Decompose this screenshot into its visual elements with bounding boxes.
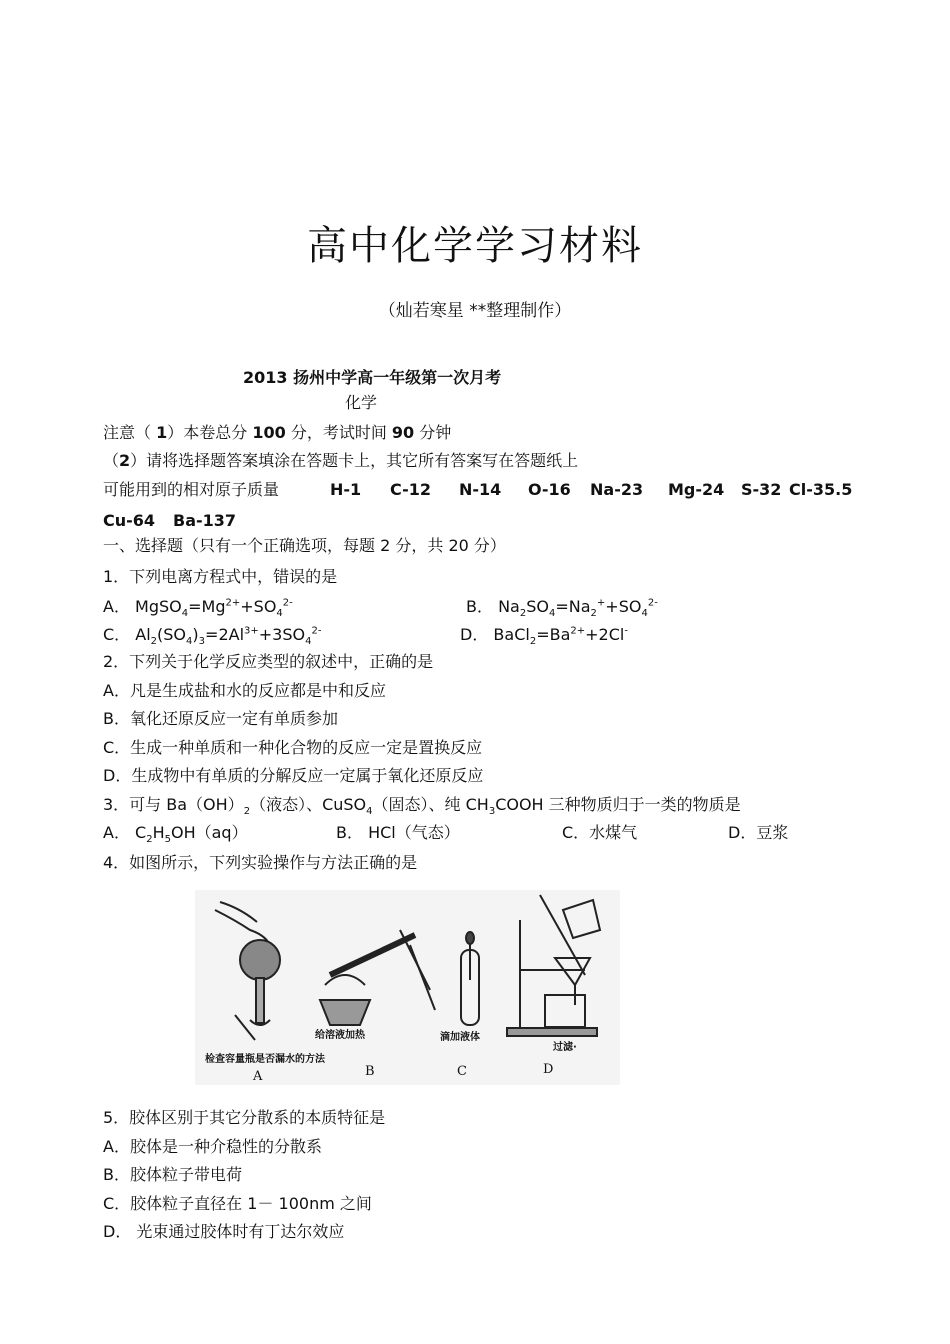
atomic-mass-label: 可能用到的相对原子质量 — [103, 480, 280, 499]
q2-option-b: B．氧化还原反应一定有单质参加 — [103, 709, 338, 728]
q5-option-a: A．胶体是一种介稳性的分散系 — [103, 1137, 322, 1156]
q2-option-a: A．凡是生成盐和水的反应都是中和反应 — [103, 681, 386, 700]
figure-caption-c: 滴加液体 — [440, 1032, 480, 1043]
mass-n: N-14 — [459, 480, 502, 499]
q5-option-c: C．胶体粒子直径在 1－ 100nm 之间 — [103, 1194, 372, 1213]
q1-option-a: A． $MgSO_4=Mg^{2+}+SO_4^{2-}$ — [103, 597, 293, 620]
mass-h: H-1 — [330, 480, 362, 499]
q4-stem: 4．如图所示，下列实验操作与方法正确的是 — [103, 853, 418, 872]
exam-subject: 化学 — [345, 393, 378, 412]
figure-letter-b: B — [365, 1064, 375, 1079]
figure-letter-d: D — [543, 1062, 554, 1077]
q2-stem: 2．下列关于化学反应类型的叙述中，正确的是 — [103, 652, 434, 671]
lab-operations-figure — [195, 890, 620, 1085]
note-2: （2）请将选择题答案填涂在答题卡上，其它所有答案写在答题纸上 — [103, 451, 579, 470]
q1-stem: 1．下列电离方程式中，错误的是 — [103, 567, 338, 586]
figure-caption-a: 检查容量瓶是否漏水的方法 — [205, 1054, 325, 1065]
figure-letter-a: A — [253, 1069, 263, 1084]
q1-option-d: D． $BaCl_2=Ba^{2+}+2Cl^-$ — [460, 625, 628, 648]
q5-option-b: B．胶体粒子带电荷 — [103, 1165, 242, 1184]
q3-option-a: A． $C_2H_5OH(aq)$ — [103, 823, 248, 846]
figure-caption-b: 给溶液加热 — [315, 1030, 365, 1041]
mass-mg: Mg-24 — [668, 480, 725, 499]
mass-o: O-16 — [528, 480, 571, 499]
mass-ba: Ba-137 — [173, 511, 237, 530]
q1-option-b: B． $Na_2SO_4=Na_2^++SO_4^{2-}$ — [466, 597, 658, 620]
q3-option-b: B． HCl（气态） — [336, 823, 460, 842]
mass-s: S-32 — [741, 480, 782, 499]
atomic-mass-list — [0, 480, 950, 540]
q3-stem: 3．可与 $Ba(OH)_2$（液态）、CuSO$_4$（固态）、纯 $CH_3COOH$ 三种物质归于一类的物质是 — [103, 795, 741, 818]
q2-option-c: C．生成一种单质和一种化合物的反应一定是置换反应 — [103, 738, 483, 757]
mass-cl: Cl-35.5 — [789, 480, 853, 499]
mass-na: Na-23 — [590, 480, 644, 499]
figure-caption-d: 过滤· — [553, 1042, 577, 1053]
q3-option-d: D．豆浆 — [728, 823, 789, 842]
note-1: 注意（ 1）本卷总分 100 分，考试时间 90 分钟 — [103, 423, 452, 442]
section-heading: 一、选择题（只有一个正确选项，每题 2 分，共 20 分） — [103, 536, 506, 555]
mass-c: C-12 — [390, 480, 432, 499]
q1-option-c: C． $Al_2(SO_4)_3=2Al^{3+}+3SO_4^{2-}$ — [103, 625, 322, 648]
document-title: 高中化学学习材料 — [307, 223, 643, 269]
exam-heading: 2013 扬州中学高一年级第一次月考 — [243, 368, 502, 387]
document-subtitle: （灿若寒星 **整理制作） — [378, 301, 572, 321]
q5-option-d: D． 光束通过胶体时有丁达尔效应 — [103, 1222, 345, 1241]
q5-stem: 5．胶体区别于其它分散系的本质特征是 — [103, 1108, 386, 1127]
q3-option-c: C．水煤气 — [562, 823, 638, 842]
lab-operations-illustration — [195, 890, 620, 1085]
figure-letter-c: C — [457, 1064, 467, 1079]
q2-option-d: D．生成物中有单质的分解反应一定属于氧化还原反应 — [103, 766, 484, 785]
mass-cu: Cu-64 — [103, 511, 156, 530]
